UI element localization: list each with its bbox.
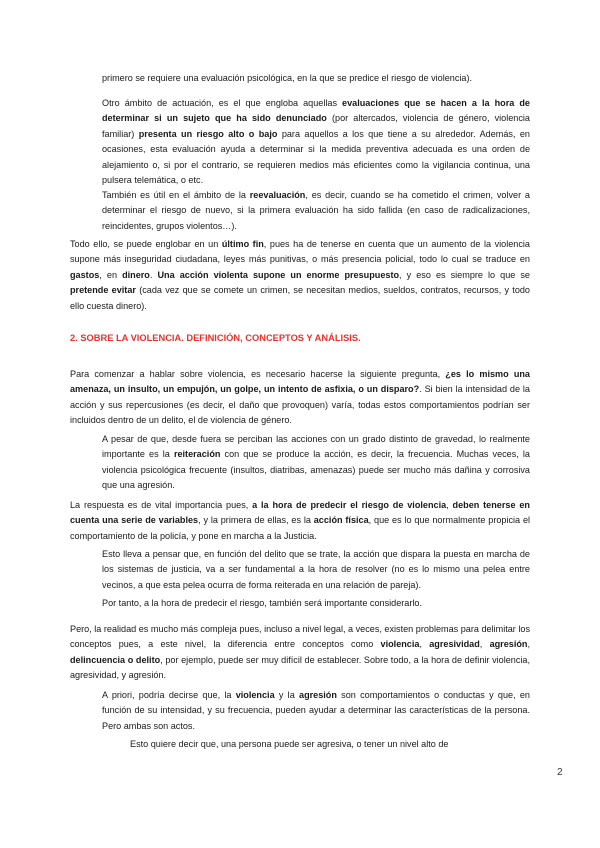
bold-text: ¿es lo mismo una amenaza, un insulto, un empujón, un golpe, un intento de asfixia, o un disparo? — [70, 369, 530, 395]
text-run: Pero, la realidad es mucho más compleja pues, incluso a nivel legal, a veces, existen problemas para delimitar los conceptos pues, a este nivel, la diferencia entre conceptos como — [70, 624, 530, 650]
text-run: con que se produce la acción, es decir, la frecuencia. Muchas veces, la violencia psicológica frecuente (insultos, diatribas, amenazas) puede ser mucho más dañina y corrosiva que una agresión. — [102, 449, 530, 491]
text-run: , por ejemplo, puede ser muy difícil de establecer. Sobre todo, a la hora de definir violencia, agresividad, y agresión. — [70, 654, 530, 681]
bold-text: acción física — [313, 515, 369, 526]
bold-text: a la hora de predecir el riesgo de violencia — [252, 500, 447, 510]
text-run: primero se requiere una evaluación psicológica, en la que se predice el riesgo de violencia). — [102, 73, 473, 83]
bold-text: último fin — [221, 239, 264, 249]
paragraph-11 — [102, 688, 530, 734]
bold-text: Una acción violenta supone un enorme presupuesto — [157, 269, 400, 280]
paragraph-1 — [102, 71, 530, 86]
text-run: , es decir, cuando se ha cometido el crimen, volver a determinar el riesgo de nuevo, si la primera evaluación ha sido fallida (en caso de radicalizaciones, reincidentes, grupos violentos…). — [102, 190, 530, 231]
text-run: Otro ámbito de actuación, es el que engloba aquellas — [102, 98, 343, 108]
text-run: Esto lleva a pensar que, en función del delito que se trate, la acción que dispara la puesta en marcha de los sistemas de justicia, va a ser fundamental a la hora de resolver (no es lo mismo una pelea entre vecinos, a que esta pelea ocurra de forma reiterada en una relación de pareja). — [102, 549, 530, 590]
paragraph-8 — [102, 547, 530, 593]
text-run: . Si bien la intensidad de la acción y sus repercusiones (es decir, el daño que provoquen) varía, todas estos comportamientos podrían ser incluidos dentro de un delito, el de violencia de género. — [70, 384, 530, 426]
text-run: y la — [274, 690, 300, 700]
text-run: , — [419, 639, 430, 650]
bold-text: violencia — [380, 639, 420, 650]
text-run: , — [479, 639, 490, 650]
bold-text: presenta un riesgo alto o bajo — [138, 128, 278, 139]
bold-text: deben tenerse en cuenta una serie de variables — [70, 500, 530, 526]
bold-text: gastos — [70, 269, 100, 280]
bold-text: agresividad — [429, 639, 480, 650]
text-run: , que es lo que normalmente propicia el comportamiento de la policía, y pone en marcha a la Justicia. — [70, 515, 531, 541]
paragraph-9 — [102, 596, 530, 611]
paragraph-6 — [102, 432, 530, 494]
paragraph-4 — [70, 237, 530, 314]
text-run: , y eso es siempre lo que se — [399, 269, 530, 280]
text-run: La respuesta es de vital importancia pues, — [70, 500, 253, 510]
paragraph-12 — [102, 737, 530, 752]
paragraph-2 — [102, 96, 530, 188]
text-run: (por altercados, violencia de género, violencia familiar) — [102, 113, 530, 139]
paragraph-7 — [70, 498, 530, 544]
bold-text: reiteración — [173, 449, 221, 460]
text-run: Esto quiere decir que, una persona puede ser agresiva, o tener un nivel alto de — [130, 739, 449, 749]
text-run: son comportamientos o conductas y que, en función de su intensidad, y su frecuencia, pueden ayudar a determinar las características de la persona. Pero ambas son actos. — [102, 690, 530, 731]
bold-text: agresión — [299, 690, 337, 700]
text-run: , pues ha de tenerse en cuenta que un aumento de la violencia supone más inseguridad ciudadana, leyes más punitivas, o más presencia policial, todo lo cual se traduce en — [70, 239, 530, 265]
page-number: 2 — [557, 767, 563, 778]
text-run: , y la primera de ellas, es la — [198, 515, 314, 526]
bold-text: dinero — [122, 269, 150, 280]
text-run: para aquellos a los que tiene a su alrededor. Además, en ocasiones, esta evaluación ayuda a determinar si la medida preventiva adecuada es una orden de alejamiento o, si por el contrario, se requieren medios más eficientes como la vigilancia continua, una pulsera telemática, o etc. — [102, 128, 530, 186]
text-run: Para comenzar a hablar sobre violencia, es necesario hacerse la siguiente pregunta, — [70, 369, 446, 379]
text-run: , — [446, 500, 453, 510]
text-run: , en — [99, 269, 123, 280]
text-run: Todo ello, se puede englobar en un — [70, 239, 222, 249]
paragraph-10 — [70, 622, 530, 684]
text-run: , — [527, 639, 530, 650]
text-run: También es útil en el ámbito de la — [102, 190, 250, 200]
text-run: Por tanto, a la hora de predecir el riesgo, también será importante considerarlo. — [102, 598, 422, 608]
bold-text: delincuencia o delito — [70, 654, 161, 665]
paragraph-3 — [102, 188, 530, 234]
bold-text: agresión — [489, 639, 528, 650]
bold-text: pretende evitar — [70, 285, 136, 296]
section-heading: 2. SOBRE LA VIOLENCIA. DEFINICIÓN, CONCEPTOS Y ANÁLISIS. — [70, 333, 361, 343]
text-run: A priori, podría decirse que, la — [102, 690, 236, 700]
text-run: (cada vez que se comete un crimen, se necesitan medios, sueldos, contratos, recursos, y todo ello cuesta dinero). — [70, 285, 530, 311]
paragraph-5 — [70, 367, 530, 429]
bold-text: violencia — [235, 690, 275, 700]
text-run: . — [149, 269, 158, 280]
bold-text: reevaluación — [249, 190, 306, 200]
text-run: A pesar de que, desde fuera se perciban las acciones con un grado distinto de gravedad, lo realmente importante es la — [102, 434, 530, 460]
bold-text: evaluaciones que se hacen a la hora de determinar si un sujeto que ha sido denunciado — [102, 98, 530, 124]
